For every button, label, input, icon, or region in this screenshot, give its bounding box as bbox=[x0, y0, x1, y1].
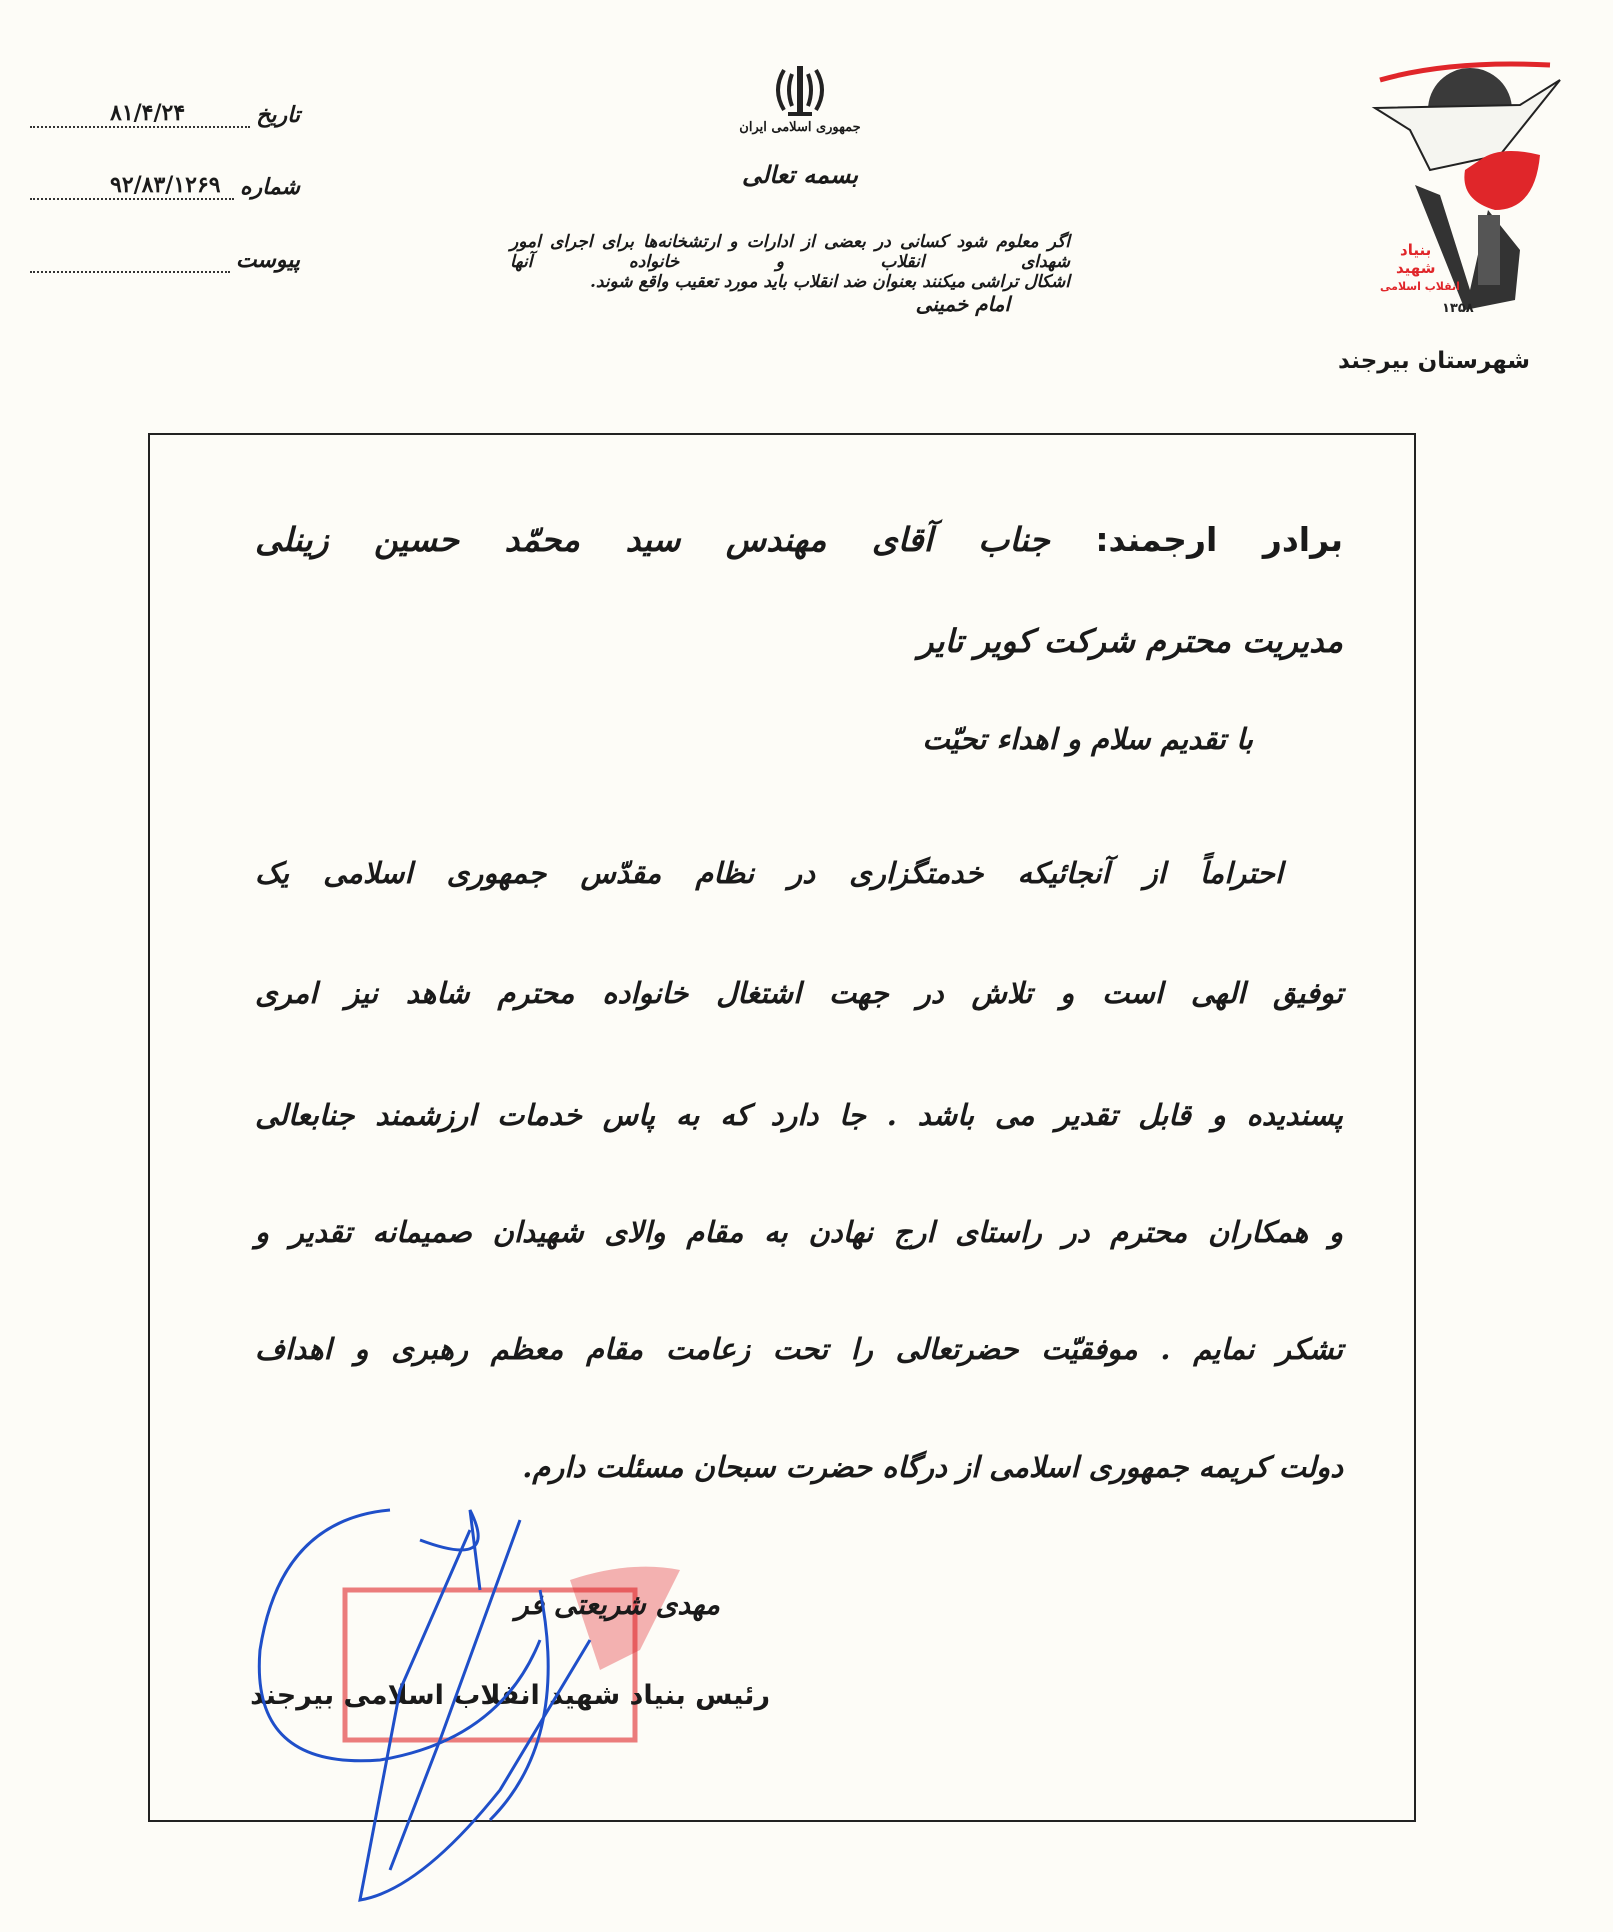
date-value: ۸۱/۴/۲۴ bbox=[30, 100, 250, 128]
signer-name: مهدی شریعتی فر bbox=[515, 1588, 720, 1621]
quote-author: امام خمینی bbox=[915, 292, 1010, 316]
logo-line-1: بنیاد bbox=[1400, 241, 1432, 259]
signer-title: رئیس بنیاد شهید انقلاب اسلامی بیرجند bbox=[250, 1680, 770, 1711]
number-value: ۹۲/۸۳/۱۲۶۹ bbox=[30, 172, 234, 200]
attachment-value bbox=[30, 245, 230, 273]
body-line-3: پسندیده و قابل تقدیر می باشد . جا دارد که به پاس خدمات ارزشمند جنابعالی bbox=[255, 1098, 1343, 1132]
attachment-field bbox=[30, 245, 300, 273]
emblem-caption: جمهوری اسلامی ایران bbox=[739, 120, 861, 135]
number-field bbox=[30, 172, 300, 200]
city-name: شهرستان بیرجند bbox=[1338, 348, 1530, 374]
salutation-bold: برادر ارجمند: bbox=[1095, 520, 1343, 559]
date-label: تاریخ bbox=[256, 102, 300, 128]
salutation bbox=[255, 520, 1343, 559]
body-line-6: دولت کریمه جمهوری اسلامی از درگاه حضرت سبحان مسئلت دارم. bbox=[522, 1450, 1343, 1484]
date-field bbox=[30, 100, 300, 128]
quote-line-2 bbox=[510, 272, 1070, 316]
logo-line-3: انقلاب اسلامی bbox=[1380, 280, 1460, 293]
body-line-2: توفیق الهی است و تلاش در جهت اشتغال خانواده محترم شاهد نیز امری bbox=[255, 976, 1343, 1010]
body-line-4: و همکاران محترم در راستای ارج نهادن به مقام والای شهیدان صمیمانه تقدیر و bbox=[255, 1215, 1343, 1249]
greeting: با تقدیم سلام و اهداء تحیّت bbox=[922, 722, 1253, 756]
body-line-5: تشکر نمایم . موفقیّت حضرتعالی را تحت زعامت مقام معظم رهبری و اهداف bbox=[255, 1332, 1343, 1366]
attachment-label: پیوست bbox=[235, 247, 300, 273]
national-emblem-icon bbox=[480, 62, 1120, 124]
number-label: شماره bbox=[239, 174, 300, 200]
recipient-name: جناب آقای مهندس سید محمّد حسین زینلی bbox=[255, 520, 1096, 559]
recipient-title: مدیریت محترم شرکت کویر تایر bbox=[918, 622, 1343, 660]
logo-year: ۱۳۵۸ bbox=[1442, 301, 1474, 316]
body-line-1: احتراماً از آنجائیکه خدمتگزاری در نظام مقدّس جمهوری اسلامی یک bbox=[255, 856, 1283, 890]
logo-line-2: شهید bbox=[1396, 259, 1436, 277]
bismillah: بسمه تعالی bbox=[741, 160, 859, 189]
bonyad-shahid-logo bbox=[1370, 60, 1570, 320]
quote-text: اشکال تراشی میکنند بعنوان ضد انقلاب باید مورد تعقیب واقع شوند. bbox=[589, 272, 1070, 292]
quote-line-1: اگر معلوم شود کسانی در بعضی از ادارات و ارتشخانه‌ها برای اجرای امور شهدای انقلاب و خانواده آنها bbox=[510, 232, 1070, 272]
